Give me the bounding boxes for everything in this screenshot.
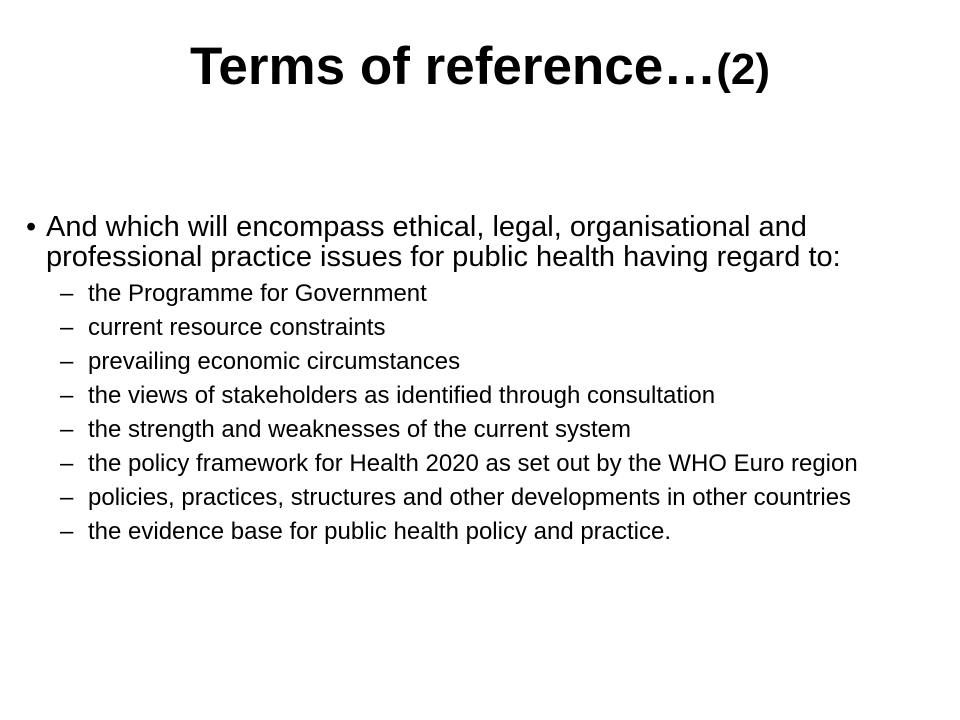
bullet-marker: • xyxy=(26,211,37,243)
sub-bullet-text: the views of stakeholders as identified through consultation xyxy=(88,382,716,409)
slide-title xyxy=(0,37,960,96)
sub-bullet-text: the evidence base for public health policy and practice. xyxy=(88,518,672,545)
sub-bullet-item xyxy=(60,282,936,306)
slide-body xyxy=(26,212,936,554)
sub-bullet-item xyxy=(60,486,936,510)
slide-title-suffix: (2) xyxy=(716,45,771,94)
sub-bullet-item xyxy=(60,520,936,544)
bullet-text: And which will encompass ethical, legal, organisational and professional practice issues for public health having regard to: xyxy=(46,211,841,273)
sub-bullet-marker: – xyxy=(60,314,74,341)
sub-bullet-marker: – xyxy=(60,280,74,307)
sub-bullet-item xyxy=(60,452,936,476)
slide-title-main: Terms of reference… xyxy=(189,37,717,96)
sub-bullet-text: the strength and weaknesses of the current system xyxy=(88,416,631,443)
sub-bullet-text: current resource constraints xyxy=(88,314,386,341)
sub-bullet-marker: – xyxy=(60,450,74,477)
sub-bullet-marker: – xyxy=(60,518,74,545)
bullet-item xyxy=(26,212,936,272)
sub-bullet-item xyxy=(60,316,936,340)
sub-bullet-item xyxy=(60,350,936,374)
sub-bullet-marker: – xyxy=(60,382,74,409)
sub-bullet-marker: – xyxy=(60,348,74,375)
sub-bullet-text: policies, practices, structures and other developments in other countries xyxy=(88,484,852,511)
sub-bullet-text: prevailing economic circumstances xyxy=(88,348,461,375)
sub-bullet-text: the Programme for Government xyxy=(88,280,427,307)
sub-bullet-item xyxy=(60,418,936,442)
sub-bullet-marker: – xyxy=(60,484,74,511)
sub-bullet-marker: – xyxy=(60,416,74,443)
sub-bullet-text: the policy framework for Health 2020 as set out by the WHO Euro region xyxy=(88,450,858,477)
sub-bullet-list xyxy=(26,282,936,544)
sub-bullet-item xyxy=(60,384,936,408)
